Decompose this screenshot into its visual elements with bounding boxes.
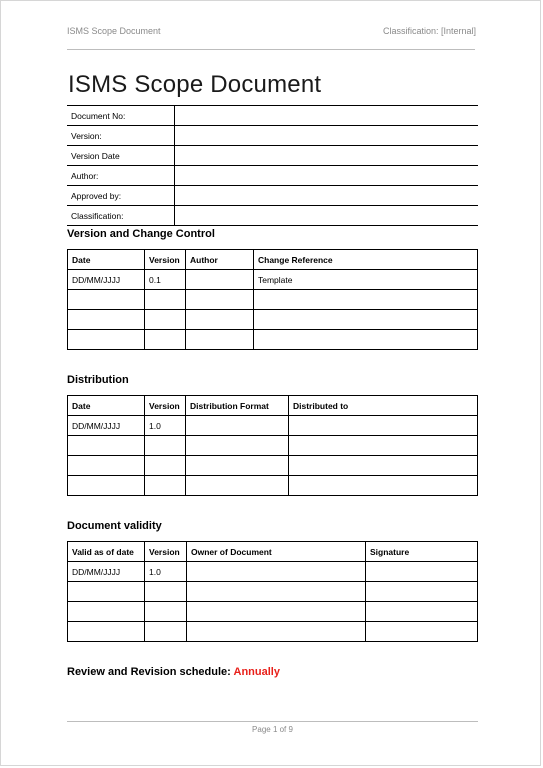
table-row [67,186,478,206]
table-row [68,602,478,622]
table-cell[interactable] [366,622,478,642]
table-cell[interactable] [145,602,187,622]
section-heading-validity: Document validity [67,520,162,532]
review-schedule-label: Review and Revision schedule: [67,666,231,678]
column-header: Owner of Document [187,542,366,562]
version-control-table [67,249,478,350]
validity-table [67,541,478,642]
table-cell[interactable] [68,456,145,476]
table-cell[interactable]: 1.0 [145,416,186,436]
table-cell[interactable] [68,622,145,642]
table-header-row [68,250,478,270]
section-heading-distribution: Distribution [67,374,129,386]
table-cell[interactable] [187,602,366,622]
table-cell[interactable] [186,330,254,350]
table-cell[interactable]: 1.0 [145,562,187,582]
metadata-table [67,105,478,226]
table-row [68,562,478,582]
table-cell[interactable] [68,582,145,602]
table-cell[interactable] [289,476,478,496]
table-cell[interactable]: DD/MM/JJJJ [68,562,145,582]
table-cell[interactable] [145,310,186,330]
column-header: Distribution Format [186,396,289,416]
table-cell[interactable] [145,330,186,350]
table-row [68,582,478,602]
table-cell[interactable] [366,562,478,582]
column-header: Date [68,250,145,270]
column-header: Version [145,542,187,562]
table-cell[interactable] [145,476,186,496]
table-row [67,206,478,226]
table-row [68,310,478,330]
meta-value[interactable] [174,146,478,166]
table-cell[interactable] [187,562,366,582]
table-cell[interactable] [187,622,366,642]
distribution-table [67,395,478,496]
table-cell[interactable] [145,290,186,310]
table-row [68,622,478,642]
header-doc-title: ISMS Scope Document [67,26,161,36]
meta-value[interactable] [174,166,478,186]
column-header: Signature [366,542,478,562]
table-cell[interactable]: Template [254,270,478,290]
table-cell[interactable] [186,436,289,456]
column-header: Change Reference [254,250,478,270]
page-title: ISMS Scope Document [68,71,322,98]
meta-value[interactable] [174,206,478,226]
table-cell[interactable] [68,602,145,622]
table-row [68,416,478,436]
header-divider [67,49,475,50]
table-cell[interactable] [289,436,478,456]
meta-label: Document No: [67,106,174,126]
table-cell[interactable] [145,622,187,642]
table-cell[interactable] [254,330,478,350]
table-cell[interactable] [68,476,145,496]
table-row [67,106,478,126]
table-row [68,436,478,456]
table-cell[interactable] [68,330,145,350]
page-number: Page 1 of 9 [252,725,293,734]
column-header: Version [145,396,186,416]
table-cell[interactable] [186,416,289,436]
column-header: Valid as of date [68,542,145,562]
table-row [67,146,478,166]
table-cell[interactable]: DD/MM/JJJJ [68,270,145,290]
meta-label: Version Date [67,146,174,166]
table-header-row [68,542,478,562]
table-cell[interactable] [68,436,145,456]
table-cell[interactable] [68,310,145,330]
table-cell[interactable] [254,310,478,330]
table-row [68,476,478,496]
column-header: Distributed to [289,396,478,416]
column-header: Date [68,396,145,416]
table-cell[interactable] [186,290,254,310]
table-row [68,330,478,350]
meta-label: Approved by: [67,186,174,206]
table-cell[interactable]: 0.1 [145,270,186,290]
review-schedule-value: Annually [233,666,280,678]
table-cell[interactable] [145,456,186,476]
table-cell[interactable] [186,456,289,476]
table-cell[interactable] [366,602,478,622]
table-row [68,456,478,476]
table-cell[interactable] [145,582,187,602]
table-row [67,126,478,146]
meta-label: Version: [67,126,174,146]
table-cell[interactable] [254,290,478,310]
table-cell[interactable] [68,290,145,310]
table-cell[interactable] [366,582,478,602]
column-header: Version [145,250,186,270]
table-cell[interactable] [186,310,254,330]
meta-label: Author: [67,166,174,186]
meta-value[interactable] [174,186,478,206]
table-row [68,270,478,290]
meta-value[interactable] [174,106,478,126]
meta-label: Classification: [67,206,174,226]
table-cell[interactable] [187,582,366,602]
header-classification: Classification: [Internal] [382,26,476,36]
table-cell[interactable] [186,476,289,496]
table-header-row [68,396,478,416]
section-heading-version-control: Version and Change Control [67,228,215,240]
table-cell[interactable] [289,456,478,476]
table-row [68,290,478,310]
review-schedule [67,666,280,678]
meta-value[interactable] [174,126,478,146]
table-cell[interactable]: DD/MM/JJJJ [68,416,145,436]
table-cell[interactable] [145,436,186,456]
table-cell[interactable] [289,416,478,436]
footer-divider [67,721,478,722]
column-header: Author [186,250,254,270]
table-row [67,166,478,186]
table-cell[interactable] [186,270,254,290]
